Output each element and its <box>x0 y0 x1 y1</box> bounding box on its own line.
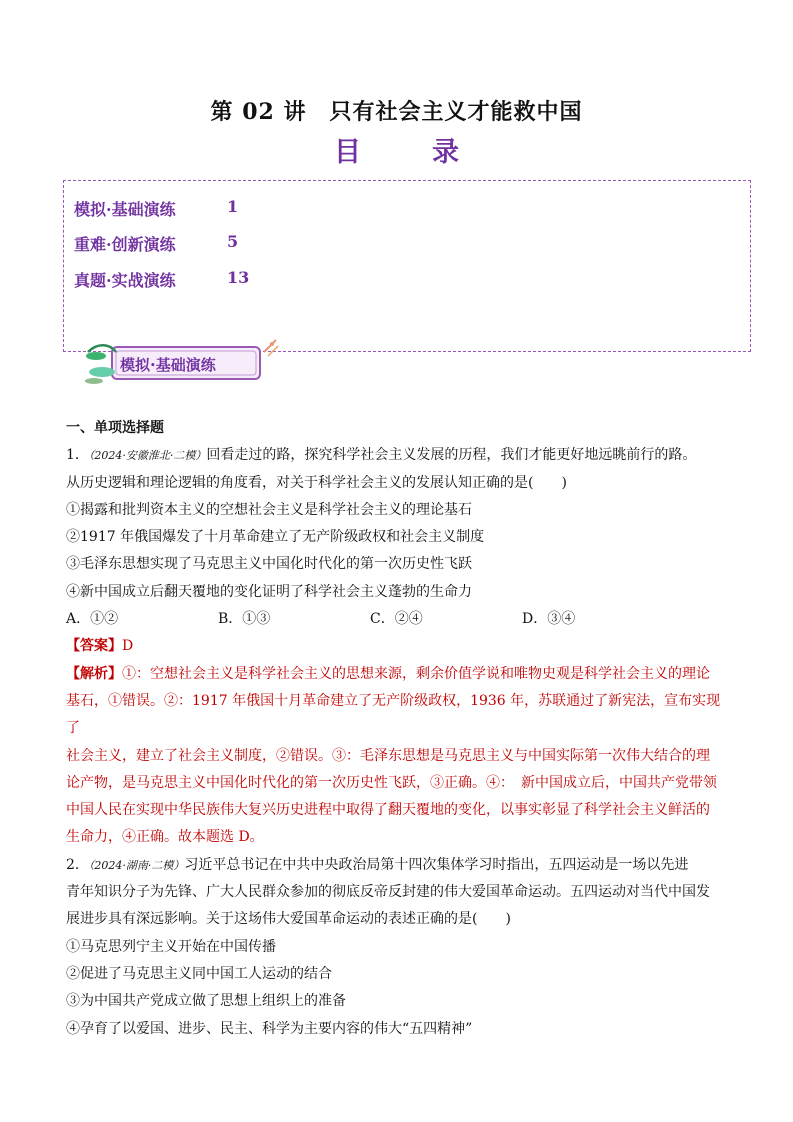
option-b[interactable]: B．①③ <box>218 611 271 628</box>
toc-item-label: 重难·创新演练 <box>74 235 176 254</box>
banner-label: 模拟·基础演练 <box>120 356 216 374</box>
page-title: 第 02 讲 只有社会主义才能救中国 <box>210 99 583 125</box>
question-source: （2024·安徽淮北·二模） <box>88 449 207 463</box>
question-number: 1． <box>66 447 89 464</box>
q1-analysis-line-2: 基石，①错误。②：1917 年俄国十月革命建立了无产阶级政权，1936 年，苏联通过了新宪法，宣布实现了 <box>66 692 721 737</box>
q1-analysis-line-6: 生命力，④正确。故本题选 D。 <box>66 829 264 846</box>
q1-analysis-line-4: 论产物，是马克思主义中国化时代化的第一次历史性飞跃，③正确。④： 新中国成立后，中国共产党带领 <box>66 774 717 791</box>
analysis-tag: 【解析】 <box>66 665 122 682</box>
toc-item-page: 13 <box>227 268 250 287</box>
section-title: 一、单项选择题 <box>66 420 164 436</box>
q2-statement-2: ②促进了马克思主义同中国工人运动的结合 <box>66 965 332 982</box>
section-banner <box>82 334 282 390</box>
q2-stem-line-3: 展进步具有深远影响。关于这场伟大爱国革命运动的表述正确的是( ) <box>66 911 511 928</box>
q1-statement-1: ①揭露和批判资本主义的空想社会主义是科学社会主义的理论基石 <box>66 501 472 518</box>
q1-statement-4: ④新中国成立后翻天覆地的变化证明了科学社会主义蓬勃的生命力 <box>66 583 472 600</box>
question-number: 2． <box>66 856 89 873</box>
toc-heading: 目 录 <box>334 137 481 168</box>
q1-stem-line-2: 从历史逻辑和理论逻辑的角度看，对关于科学社会主义的发展认知正确的是( ) <box>66 474 567 491</box>
q1-options <box>66 606 731 633</box>
q2-statement-3: ③为中国共产党成立做了思想上组织上的准备 <box>66 993 346 1010</box>
q1-analysis-line-5: 中国人民在实现中华民族伟大复兴历史进程中取得了翻天覆地的变化，以事实彰显了科学社会主义鲜活的 <box>66 802 710 819</box>
option-c[interactable]: C．②④ <box>370 611 423 628</box>
option-a[interactable]: A．①② <box>66 611 119 628</box>
q2-stem-line-2: 青年知识分子为先锋、广大人民群众参加的彻底反帝反封建的伟大爱国革命运动。五四运动对当代中国发 <box>66 884 710 901</box>
option-d[interactable]: D．③④ <box>522 611 576 628</box>
q2-statement-1: ①马克思列宁主义开始在中国传播 <box>66 938 276 955</box>
q1-statement-2: ②1917 年俄国爆发了十月革命建立了无产阶级政权和社会主义制度 <box>66 529 485 546</box>
toc-item-3[interactable] <box>74 268 250 291</box>
analysis-text: ①：空想社会主义是科学社会主义的思想来源，剩余价值学说和唯物史观是科学社会主义的理论 <box>122 665 710 682</box>
q1-stem-line-1 <box>66 442 731 469</box>
question-content <box>66 415 731 1043</box>
toc-item-page: 1 <box>227 197 239 216</box>
question-source: （2024·湖南·二模） <box>88 858 185 872</box>
q2-stem-line-1 <box>66 852 731 879</box>
q1-statement-3: ③毛泽东思想实现了马克思主义中国化时代化的第一次历史性飞跃 <box>66 556 472 573</box>
table-of-contents <box>63 180 751 352</box>
q2-statement-4: ④孕育了以爱国、进步、民主、科学为主要内容的伟大“五四精神” <box>66 1020 473 1037</box>
q1-analysis-line-1 <box>66 661 731 688</box>
q1-analysis-line-3: 社会主义，建立了社会主义制度，②错误。③：毛泽东思想是马克思主义与中国实际第一次伟大结合的理 <box>66 747 710 764</box>
question-stem: 习近平总书记在中共中央政治局第十四次集体学习时指出，五四运动是一场以先进 <box>184 856 689 873</box>
answer-value: D <box>122 638 134 655</box>
q1-answer <box>66 633 731 660</box>
toc-item-label: 真题·实战演练 <box>74 271 176 290</box>
toc-item-label: 模拟·基础演练 <box>74 200 176 219</box>
toc-item-page: 5 <box>227 232 239 251</box>
question-stem: 回看走过的路，探究科学社会主义发展的历程，我们才能更好地远眺前行的路。 <box>206 447 697 464</box>
toc-item-1[interactable] <box>74 197 239 220</box>
answer-tag: 【答案】 <box>66 638 122 655</box>
toc-item-2[interactable] <box>74 232 239 255</box>
